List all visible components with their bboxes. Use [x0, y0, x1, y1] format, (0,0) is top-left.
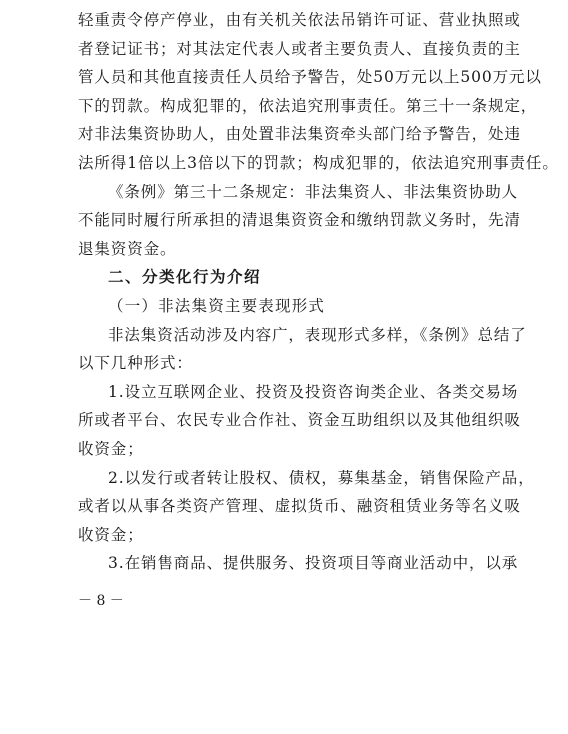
paragraph-line: 下的罚款。构成犯罪的，依法追究刑事责任。第三十一条规定，: [78, 96, 538, 115]
list-item-line: 所或者平台、农民专业合作社、资金互助组织以及其他组织吸: [78, 411, 521, 430]
paragraph-line: 不能同时履行所承担的清退集资资金和缴纳罚款义务时，先清: [78, 211, 521, 230]
list-item-line: 收资金；: [78, 525, 144, 544]
list-item-line: 1.设立互联网企业、投资及投资咨询类企业、各类交易场: [108, 382, 519, 401]
list-item-line: 3.在销售商品、提供服务、投资项目等商业活动中，以承: [108, 554, 519, 573]
paragraph-line: 轻重责令停产停业，由有关机关依法吊销许可证、营业执照或: [78, 11, 521, 29]
paragraph-line: 者登记证书；对其法定代表人或者主要负责人、直接负责的主: [78, 39, 521, 58]
subsection-heading: （一）非法集资主要表现形式: [108, 297, 326, 315]
paragraph-line: 管人员和其他直接责任人员给予警告，处50万元以上500万元以: [78, 68, 542, 87]
paragraph-line: 非法集资活动涉及内容广，表现形式多样，《条例》总结了: [108, 325, 527, 344]
paragraph-line: 退集资资金。: [78, 239, 177, 258]
section-heading: 二、分类化行为介绍: [108, 268, 262, 287]
paragraph-line: 法所得1倍以上3倍以下的罚款；构成犯罪的，依法追究刑事责任。: [78, 154, 559, 172]
paragraph-line: 《条例》第三十二条规定：非法集资人、非法集资协助人: [108, 182, 519, 201]
paragraph-line: 以下几种形式：: [78, 354, 193, 373]
list-item-line: 或者以从事各类资产管理、虚拟货币、融资租赁业务等名义吸: [78, 497, 521, 516]
paragraph-line: 对非法集资协助人，由处置非法集资牵头部门给予警告，处违: [78, 125, 521, 144]
page-number: － 8 －: [78, 593, 124, 609]
list-item-line: 收资金；: [78, 440, 144, 458]
list-item-line: 2.以发行或者转让股权、债权，募集基金，销售保险产品，: [108, 468, 535, 487]
